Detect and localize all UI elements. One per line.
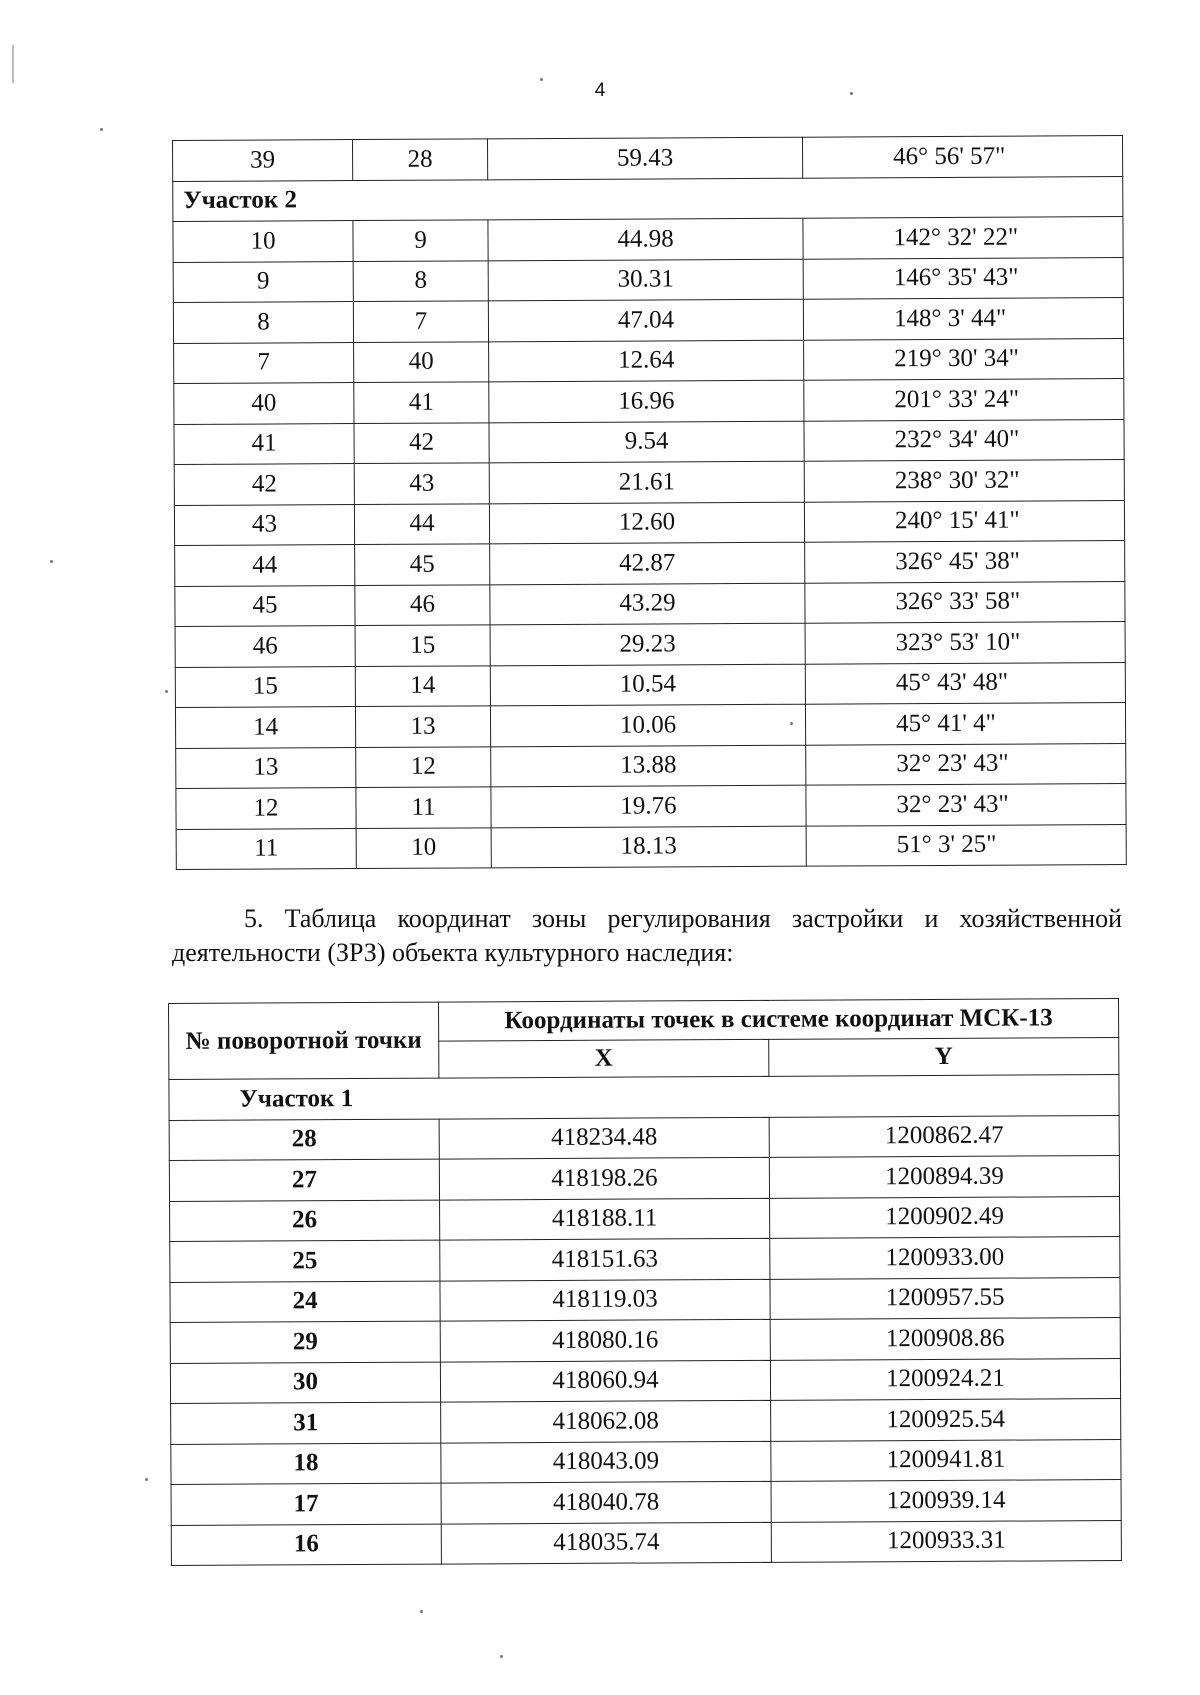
scan-edge-mark (12, 45, 14, 83)
to-point-cell: 10 (356, 827, 491, 868)
distance-cell: 42.87 (490, 542, 805, 584)
table-row (175, 703, 1125, 748)
y-coordinate-cell: 1200862.47 (769, 1115, 1119, 1157)
x-coordinate-cell: 418151.63 (440, 1238, 770, 1280)
table-row (170, 1196, 1120, 1241)
y-coordinate-cell: 1200924.21 (770, 1358, 1120, 1400)
to-point-cell: 43 (354, 463, 489, 504)
x-coordinate-cell: 418188.11 (440, 1198, 770, 1240)
point-number-cell: 25 (170, 1240, 440, 1282)
bearing-cell: 46° 56' 57" (802, 136, 1122, 178)
table-row (174, 500, 1124, 545)
to-point-cell: 46 (355, 584, 490, 625)
table-row (174, 379, 1124, 424)
point-number-cell: 24 (170, 1281, 440, 1323)
section-5-paragraph (172, 902, 1122, 970)
from-point-cell: 43 (174, 504, 354, 545)
table-row (175, 662, 1125, 707)
section-row (173, 176, 1123, 221)
table-row (171, 1399, 1121, 1444)
from-point-cell: 7 (174, 342, 354, 383)
distance-cell: 19.76 (491, 785, 806, 827)
distance-cell: 12.60 (489, 502, 804, 544)
scan-speck (790, 722, 793, 725)
header-y: Y (769, 1038, 1119, 1077)
table-row (171, 1439, 1121, 1484)
y-coordinate-cell: 1200902.49 (770, 1196, 1120, 1238)
table-row (169, 1156, 1119, 1201)
bearing-cell: 240° 15' 41" (804, 500, 1124, 542)
scan-speck (100, 128, 103, 131)
point-number-cell: 17 (171, 1483, 441, 1525)
table-row (173, 298, 1123, 343)
from-point-cell: 13 (176, 747, 356, 788)
bearing-cell: 45° 41' 4" (805, 703, 1125, 745)
to-point-cell: 7 (353, 301, 488, 342)
page-number: 4 (594, 80, 606, 101)
from-point-cell: 39 (173, 140, 353, 181)
section-label: Участок 1 (169, 1075, 1119, 1120)
distance-cell: 29.23 (490, 623, 805, 665)
distance-cell: 18.13 (491, 826, 806, 868)
to-point-cell: 40 (354, 341, 489, 382)
table-row (169, 1115, 1119, 1160)
y-coordinate-cell: 1200957.55 (770, 1277, 1120, 1319)
distance-cell: 9.54 (489, 421, 804, 463)
table-row (170, 1318, 1120, 1363)
from-point-cell: 15 (175, 666, 355, 707)
bearing-cell: 323° 53' 10" (805, 622, 1125, 664)
to-point-cell: 28 (353, 139, 488, 180)
table-row (171, 1520, 1121, 1565)
table-row (174, 460, 1124, 505)
y-coordinate-cell: 1200933.31 (771, 1520, 1121, 1562)
distance-cell: 47.04 (488, 299, 803, 341)
scan-speck (540, 78, 543, 81)
table-row (170, 1277, 1120, 1322)
bearing-cell: 238° 30' 32" (804, 460, 1124, 502)
from-point-cell: 42 (174, 464, 354, 505)
table-row (171, 1480, 1121, 1525)
section-label: Участок 2 (173, 176, 1123, 221)
from-point-cell: 41 (174, 423, 354, 464)
to-point-cell: 11 (356, 787, 491, 828)
bearing-cell: 32° 23' 43" (806, 784, 1126, 826)
x-coordinate-cell: 418043.09 (441, 1441, 771, 1483)
distance-cell: 10.54 (490, 664, 805, 706)
y-coordinate-cell: 1200933.00 (770, 1237, 1120, 1279)
table-row (176, 824, 1126, 869)
to-point-cell: 42 (354, 422, 489, 463)
point-number-cell: 26 (170, 1200, 440, 1242)
bearing-cell: 32° 23' 43" (806, 743, 1126, 785)
x-coordinate-cell: 418035.74 (441, 1522, 771, 1564)
table-row (174, 419, 1124, 464)
to-point-cell: 15 (355, 625, 490, 666)
bearing-cell: 219° 30' 34" (804, 338, 1124, 380)
distance-cell: 21.61 (489, 461, 804, 503)
table-row (173, 136, 1123, 181)
point-number-cell: 18 (171, 1443, 441, 1485)
to-point-cell: 14 (355, 665, 490, 706)
distance-cell: 12.64 (489, 340, 804, 382)
point-number-cell: 29 (170, 1321, 440, 1363)
table-row (173, 257, 1123, 302)
bearing-cell: 326° 33' 58" (805, 581, 1125, 623)
table-row (170, 1237, 1120, 1282)
table-row (176, 784, 1126, 829)
y-coordinate-cell: 1200941.81 (771, 1439, 1121, 1481)
coordinates-table (168, 998, 1122, 1566)
header-coordinates-system: Координаты точек в системе координат МСК-13 (438, 999, 1118, 1042)
bearing-cell: 148° 3' 44" (803, 298, 1123, 340)
from-point-cell: 40 (174, 383, 354, 424)
from-point-cell: 10 (173, 221, 353, 262)
distance-cell: 59.43 (487, 137, 802, 179)
bearing-cell: 326° 45' 38" (805, 541, 1125, 583)
from-point-cell: 44 (175, 545, 355, 586)
table-row (175, 541, 1125, 586)
table-row (174, 338, 1124, 383)
from-point-cell: 11 (176, 828, 356, 869)
scan-speck (145, 1478, 148, 1481)
header-x: X (439, 1039, 769, 1078)
table-row (175, 622, 1125, 667)
distance-cell: 16.96 (489, 380, 804, 422)
table-row (175, 581, 1125, 626)
y-coordinate-cell: 1200894.39 (769, 1156, 1119, 1198)
to-point-cell: 41 (354, 382, 489, 423)
from-point-cell: 14 (175, 707, 355, 748)
to-point-cell: 9 (353, 220, 488, 261)
table-row (176, 743, 1126, 788)
distance-cell: 44.98 (488, 218, 803, 260)
point-number-cell: 27 (169, 1159, 439, 1201)
to-point-cell: 8 (353, 260, 488, 301)
point-number-cell: 16 (171, 1524, 441, 1566)
x-coordinate-cell: 418062.08 (441, 1400, 771, 1442)
bearing-cell: 232° 34' 40" (804, 419, 1124, 461)
bearing-cell: 51° 3' 25" (806, 824, 1126, 866)
y-coordinate-cell: 1200908.86 (770, 1318, 1120, 1360)
distance-cell: 30.31 (488, 259, 803, 301)
x-coordinate-cell: 418198.26 (439, 1157, 769, 1199)
header-point-number: № поворотной точки (169, 1002, 439, 1079)
table-row (173, 217, 1123, 262)
point-number-cell: 31 (171, 1402, 441, 1444)
from-point-cell: 8 (173, 302, 353, 343)
y-coordinate-cell: 1200939.14 (771, 1480, 1121, 1522)
to-point-cell: 13 (355, 706, 490, 747)
bearing-cell: 146° 35' 43" (803, 257, 1123, 299)
distance-cell: 10.06 (490, 704, 805, 746)
scan-speck (165, 690, 168, 693)
bearings-table (172, 135, 1127, 870)
section-5-paragraph-text: 5. Таблица координат зоны регулирования застройки и хозяйственной деятельности (ЗРЗ) объекта культурного наследия: (172, 904, 1122, 967)
x-coordinate-cell: 418119.03 (440, 1279, 770, 1321)
x-coordinate-cell: 418080.16 (440, 1319, 770, 1361)
distance-cell: 43.29 (490, 583, 805, 625)
point-number-cell: 30 (170, 1362, 440, 1404)
from-point-cell: 45 (175, 585, 355, 626)
scan-speck (50, 560, 53, 563)
to-point-cell: 45 (355, 544, 490, 585)
x-coordinate-cell: 418234.48 (439, 1117, 769, 1159)
section-row (169, 1075, 1119, 1120)
y-coordinate-cell: 1200925.54 (771, 1399, 1121, 1441)
scan-speck (850, 92, 853, 95)
scan-speck (420, 1610, 423, 1613)
x-coordinate-cell: 418040.78 (441, 1481, 771, 1523)
to-point-cell: 12 (356, 746, 491, 787)
scan-speck (500, 1655, 503, 1658)
table-row (170, 1358, 1120, 1403)
bearing-cell: 45° 43' 48" (805, 662, 1125, 704)
bearing-cell: 201° 33' 24" (804, 379, 1124, 421)
bearing-cell: 142° 32' 22" (803, 217, 1123, 259)
distance-cell: 13.88 (491, 745, 806, 787)
from-point-cell: 46 (175, 626, 355, 667)
to-point-cell: 44 (354, 503, 489, 544)
from-point-cell: 9 (173, 261, 353, 302)
from-point-cell: 12 (176, 788, 356, 829)
x-coordinate-cell: 418060.94 (440, 1360, 770, 1402)
point-number-cell: 28 (169, 1119, 439, 1161)
